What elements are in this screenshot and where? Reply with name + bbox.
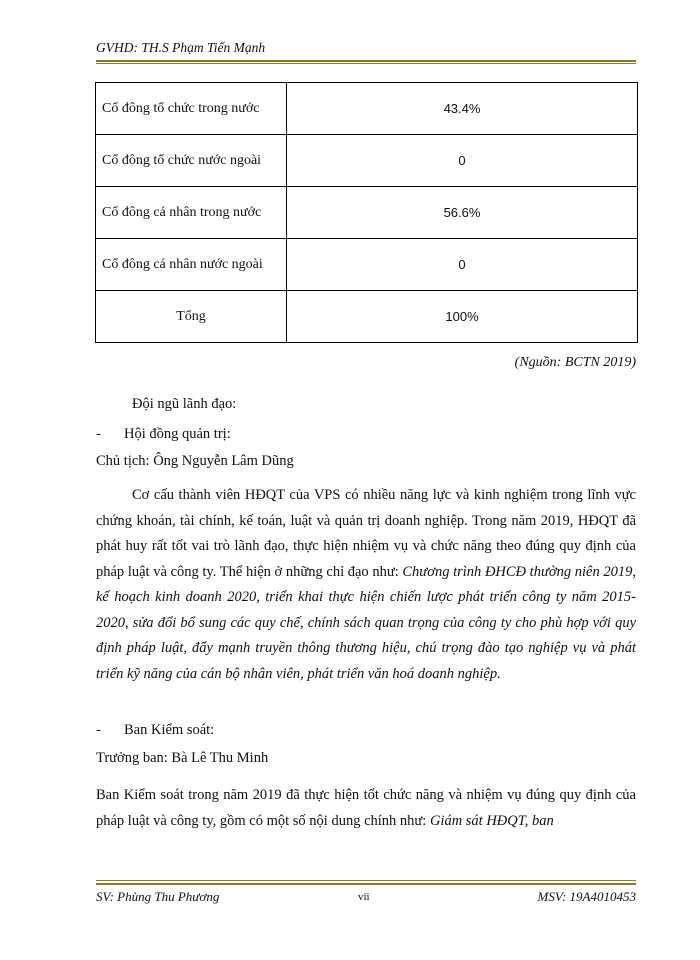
row-value: 56.6% — [287, 187, 638, 239]
supervisory-paragraph — [96, 783, 636, 834]
row-value: 43.4% — [287, 83, 638, 135]
page-header: GVHD: TH.S Phạm Tiến Mạnh — [96, 40, 266, 55]
supervisory-bullet — [96, 722, 214, 739]
row-label: Cổ đông tổ chức nước ngoài — [96, 135, 287, 187]
table-source: (Nguồn: BCTN 2019) — [514, 355, 636, 370]
supervisory-head: Trưởng ban: Bà Lê Thu Minh — [96, 750, 269, 766]
table-row — [96, 83, 638, 135]
bullet-dash: - — [96, 722, 101, 738]
board-bullet-label: Hội đồng quản trị: — [124, 426, 231, 442]
supervisory-bullet-label: Ban Kiểm soát: — [124, 722, 215, 738]
table-row — [96, 135, 638, 187]
table-total-row — [96, 291, 638, 343]
leadership-heading: Đội ngũ lãnh đạo: — [132, 396, 237, 412]
header-rule — [96, 60, 636, 62]
table-row — [96, 187, 638, 239]
supervisory-paragraph-italic: Giám sát HĐQT, ban — [429, 812, 554, 829]
page-number: vii — [358, 891, 370, 903]
bullet-dash: - — [96, 426, 101, 442]
board-paragraph-text: Cơ cấu thành viên HĐQT của VPS có nhiều năng lực và kinh nghiệm trong lĩnh vực chứng khoán, tài chính, kế toán, luật và quản trị doanh nghiệp. Trong năm 2019, HĐQT đã phát huy rất tốt vai trò lãnh đạo, thực hiện nhiệm vụ và chức năng theo đúng quy định của pháp luật và công ty. Thể hiện ở những chỉ đạo như: — [96, 487, 636, 580]
shareholder-table — [95, 82, 638, 343]
row-label: Cổ đông cá nhân nước ngoài — [96, 239, 287, 291]
footer-student-id: MSV: 19A4010453 — [537, 889, 636, 904]
table-row — [96, 239, 638, 291]
footer-rule-thin — [96, 880, 636, 881]
total-value: 100% — [287, 291, 638, 343]
board-chair: Chủ tịch: Ông Nguyễn Lâm Dũng — [96, 453, 294, 469]
board-bullet — [96, 426, 231, 443]
header-rule-thin — [96, 63, 636, 64]
row-value: 0 — [287, 239, 638, 291]
row-value: 0 — [287, 135, 638, 187]
row-label: Cổ đông cá nhân trong nước — [96, 187, 287, 239]
supervisory-paragraph-text: Ban Kiểm soát trong năm 2019 đã thực hiện tốt chức năng và nhiệm vụ đúng quy định của pháp luật và công ty, gồm có một số nội dung chính như: — [96, 787, 636, 829]
board-paragraph-italic: Chương trình ĐHCĐ thường niên 2019, kế hoạch kinh doanh 2020, triển khai thực hiện chiến lược phát triển công ty năm 2015-2020, sửa đổi bổ sung các quy chế, chính sách quan trọng của công ty cho phù hợp với quy định pháp luật, đẩy mạnh truyền thông thương hiệu, chú trọng đào tạo nghiệp vụ và phát triển kỹ năng của cán bộ nhân viên, phát triển văn hoá doanh nghiệp. — [96, 563, 636, 682]
row-label: Cổ đông tổ chức trong nước — [96, 83, 287, 135]
board-paragraph — [96, 483, 636, 687]
footer-student: SV: Phùng Thu Phương — [96, 889, 220, 904]
total-label: Tổng — [96, 291, 287, 343]
footer-rule — [96, 883, 636, 885]
